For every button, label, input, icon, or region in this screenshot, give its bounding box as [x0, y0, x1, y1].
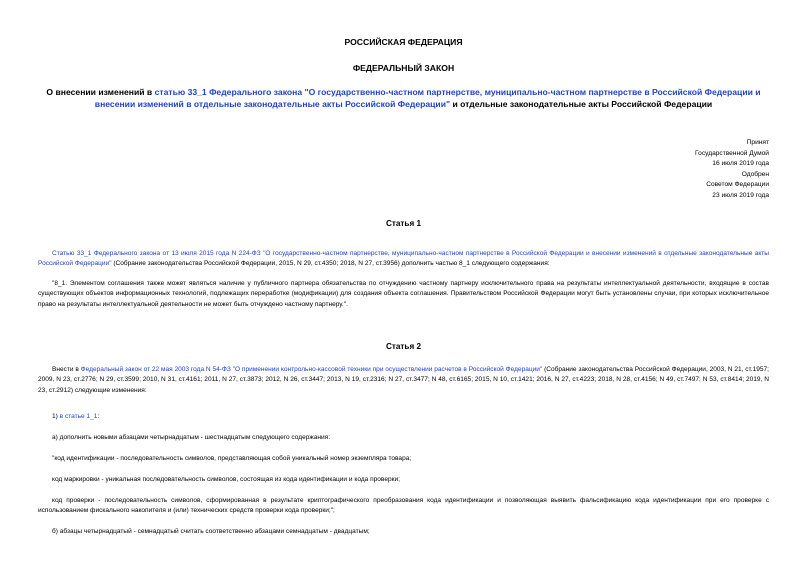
quote-code-check: код проверки - последовательность символов, сформированная в результате криптографического преобразования кода идентификации и позволяющая выявить фальсификацию кода идентификации при его проверке с использованием фискального накопителя и (или) технических средств проверки кода проверки;";: [38, 497, 769, 515]
item-a: а) дополнить новыми абзацами четырнадцатым - шестнадцатым следующего содержания:: [52, 434, 331, 441]
article-2-heading: Статья 2: [385, 342, 422, 351]
article-2-link[interactable]: Федеральный закон от 22 мая 2003 года N 54-ФЗ "О применении контрольно-кассовой техники при осуществлении расчетов в Российской Федерации": [80, 366, 543, 373]
accepted-date: 16 июля 2019 года: [712, 160, 769, 168]
approved-date: 23 июля 2019 года: [712, 191, 769, 199]
accepted-by: Государственной Думой: [695, 149, 769, 157]
adoption-info: [695, 138, 769, 202]
item-1-link[interactable]: в статье 1_1: [59, 413, 98, 420]
accepted-label: Принят: [746, 139, 769, 146]
item-1-colon: :: [97, 413, 100, 420]
quote-code-marking: код маркировки - уникальная последовательность символов, состоящая из кода идентификации и кода проверки;: [52, 476, 400, 483]
article-2-paragraph: [38, 365, 769, 396]
law-type-heading: ФЕДЕРАЛЬНЫЙ ЗАКОН: [352, 63, 455, 73]
article-1-text: (Собрание законодательства Российской Федерации, 2015, N 29, ст.4350; 2018, N 27, ст.3956) дополнить частью 8_1 следующего содержания:: [111, 260, 550, 268]
item-1-number: 1): [52, 413, 60, 420]
approved-by: Советом Федерации: [706, 181, 769, 189]
quote-code-identification: "код идентификации - последовательность символов, представляющая собой уникальный номер экземпляра товара;: [52, 455, 412, 462]
item-b: б) абзацы четырнадцатый - семнадцатый считать соответственно абзацами семнадцатым - двадцатым;: [52, 528, 370, 535]
article-1-link[interactable]: Статью 33_1 Федерального закона от 13 июля 2015 года N 224-ФЗ "О государственно-частном партнерстве, муниципально-частном партнерстве в Российской Федерации и внесении изменений в отдельные законодательные акты Российской Федерации": [38, 250, 769, 268]
title-link[interactable]: статью 33_1 Федерального закона "О государственно-частном партнерстве, муниципально-частном партнерстве в Российской Федерации и внесении изменений в отдельные законодательные акты Российской Федерации": [94, 87, 761, 109]
article-2-text: (Собрание законодательства Российской Федерации, 2003, N 21, ст.1957; 2009, N 23, ст.2776; N 29, ст.3599; 2010, N 31, ст.4161; 2011, N 27, ст.3873; 2012, N 26, ст.3447; 2013, N 19, ст.2316; N 27, ст.3477; N 48, ст.6165; 2015, N 10, ст.1421; 2016, N 27, ст.4223; 2018, N 28, ст.4156; N 49, ст.7497; N 53, ст.8414; 2019, N 23, ст.2912) следующие изменения:: [38, 366, 770, 394]
article-1-paragraph: [38, 249, 769, 270]
article-1-quote: "8_1. Элементом соглашения также может являться наличие у публичного партнера обязательства по отчуждению частному партнеру исключительного права на результаты интеллектуальной деятельности, входящие в состав существующих объектов информационных технологий, подлежащих переработке (модификации) для создания объекта соглашения. Правительством Российской Федерации могут быть установлены случаи, при которых исключительное право на результаты интеллектуальной деятельности не может быть отчуждено частному партнеру.".: [38, 280, 769, 308]
item-1: [38, 412, 769, 422]
title-text-start: О внесении изменений в: [46, 87, 155, 97]
law-title: [30, 86, 777, 110]
country-heading: РОССИЙСКАЯ ФЕДЕРАЦИЯ: [344, 37, 463, 47]
approved-label: Одобрен: [741, 170, 769, 178]
article-1-heading: Статья 1: [385, 219, 422, 228]
article-2-text-start: Внести в: [52, 366, 81, 373]
title-text-end: и отдельные законодательные акты Российской Федерации: [450, 99, 713, 109]
